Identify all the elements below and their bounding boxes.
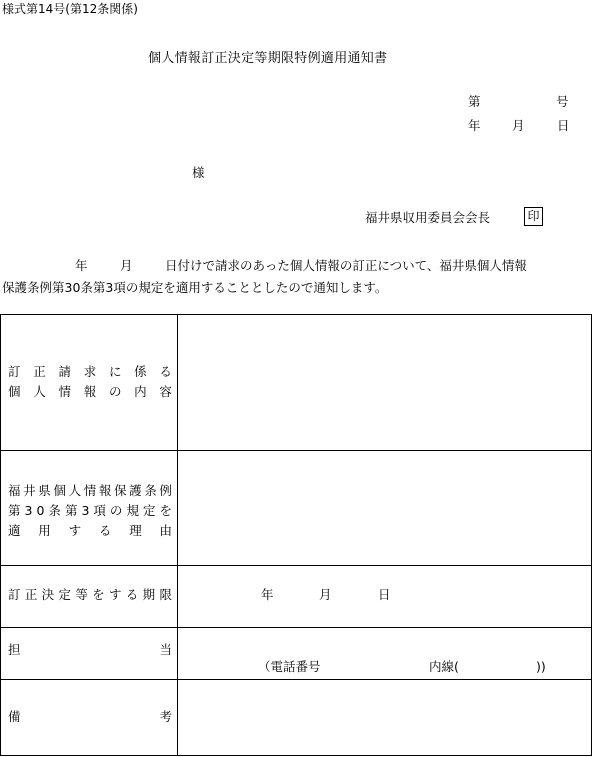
label-char: 請 [58,364,71,379]
label-line [8,585,172,605]
phone-number-label: （電話番号 [258,659,321,674]
row-label-application-reason [8,481,172,541]
date-month-label: 月 [512,118,525,133]
label-char: 期 [142,587,156,602]
label-char: 正 [24,587,38,602]
label-line [8,382,172,402]
reference-go: 号 [556,94,569,109]
table-border-bottom [0,755,592,756]
label-char: 3 [24,503,33,518]
form-number: 様式第14号(第12条関係) [2,2,138,16]
deadline-year-label: 年 [261,587,274,602]
label-char: 規 [126,503,139,518]
label-char: 限 [159,587,172,602]
body-month-label: 月 [120,258,133,273]
table-divider [0,450,592,451]
issuer-name: 福井県収用委員会会長 [365,210,491,225]
seal-mark: 印 [524,207,543,226]
label-char: 第 [8,503,21,518]
label-char: 係 [134,364,147,379]
deadline-month-label: 月 [319,587,332,602]
label-char: 報 [83,384,97,399]
label-char: 福 [8,483,21,498]
label-line [8,481,172,501]
label-char: を [92,587,105,602]
label-char: 保 [113,483,127,498]
label-char: 求 [83,364,97,379]
label-char: す [68,523,82,538]
label-line [8,521,172,541]
label-char: 人 [68,483,82,498]
label-char: 人 [33,384,46,399]
label-char: 条 [144,483,157,498]
body-year-label: 年 [75,258,88,273]
label-char: 0 [36,503,45,518]
correction-content-field[interactable] [185,334,585,434]
table-border-top [0,314,592,315]
label-char: 3 [81,503,90,518]
label-char: す [108,587,122,602]
date-day-label: 日 [557,118,570,133]
label-char: 考 [159,709,172,724]
label-char: る [159,364,172,379]
label-char: 等 [75,587,88,602]
label-char: 県 [38,483,51,498]
label-char: 訂 [8,364,21,379]
deadline-day-label: 日 [378,587,391,602]
label-char: を [159,503,172,518]
extension-close: )) [536,659,546,674]
label-char: 用 [38,523,51,538]
body-line-2: 保護条例第30条第3項の規定を適用することとしたので通知します。 [2,280,388,295]
label-char: 項 [93,503,106,518]
label-char: 決 [41,587,55,602]
label-char: 個 [53,483,66,498]
table-border-right [591,314,592,756]
label-char: 理 [129,523,142,538]
label-char: 例 [159,483,172,498]
label-char: 第 [64,503,78,518]
application-reason-field[interactable] [185,459,585,554]
remarks-field[interactable] [185,686,585,748]
label-char: 情 [83,483,97,498]
label-char: の [109,503,123,518]
label-line [8,501,172,521]
label-char: 適 [8,523,21,538]
table-border-left [0,314,1,756]
label-char: 井 [23,483,36,498]
label-line [8,640,172,660]
row-label-person-in-charge [8,640,172,660]
label-char: に [108,364,122,379]
label-line [8,707,172,727]
document-title: 個人情報訂正決定等期限特例適用通知書 [148,51,388,66]
table-divider [0,565,592,566]
label-char: 内 [134,384,147,399]
label-char: 正 [33,364,46,379]
label-char: 個 [8,384,21,399]
label-char: 報 [98,483,112,498]
label-char: 護 [129,483,142,498]
label-char: の [108,384,122,399]
extension-label: 内線( [429,659,459,674]
addressee-suffix: 様 [192,165,205,180]
table-column-divider [177,314,178,756]
label-line [8,362,172,382]
reference-dai: 第 [468,94,481,109]
table-divider [0,627,592,628]
date-year-label: 年 [468,118,481,133]
label-char: 備 [8,709,21,724]
body-line-1: 日付けで請求のあった個人情報の訂正について、福井県個人情報 [165,258,527,273]
label-char: 条 [48,503,61,518]
label-char: 訂 [8,587,21,602]
label-char: る [98,523,112,538]
label-char: 容 [159,384,172,399]
label-char: 当 [159,642,172,657]
row-label-remarks [8,707,172,727]
notice-table [0,314,592,756]
row-label-correction-content [8,362,172,402]
label-char: 情 [58,384,71,399]
label-char: 定 [58,587,71,602]
label-char: 定 [142,503,156,518]
label-char: 由 [159,523,172,538]
label-char: 担 [8,642,21,657]
table-divider [0,679,592,680]
row-label-deadline [8,585,172,605]
label-char: る [125,587,139,602]
